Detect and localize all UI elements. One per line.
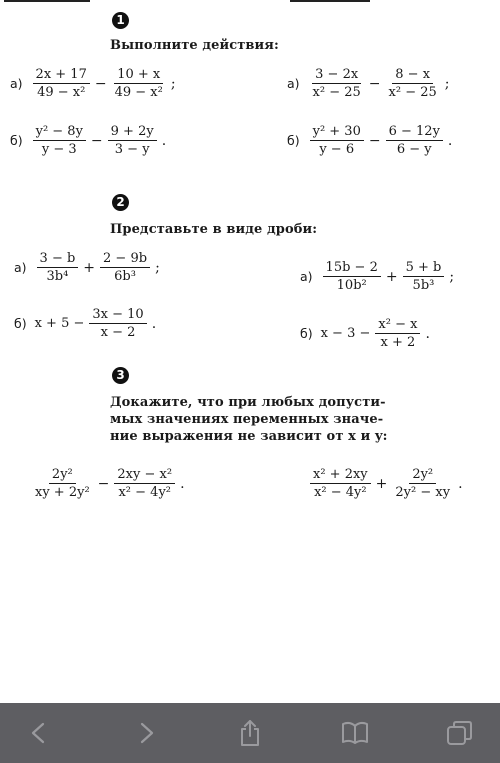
bookmarks-button[interactable] (339, 717, 371, 749)
task-3-heading: Докажите, что при любых допусти- мых значениях переменных значе- ние выражения не зависит от x и y: (110, 395, 388, 444)
task-number-3: 3 (112, 367, 129, 384)
task-1b-left: б) $\frac{\text{y² − 8y}}{y - 3}$ − $\frac{9 + 2y}{3 - y}$ . (10, 124, 167, 157)
top-rule-left (4, 0, 90, 2)
task-1a-left: а) $\frac{2x + 17}{\text{49 − x²}}$ − $\frac{10 + x}{\text{49 − x²}}$ ; (10, 67, 176, 100)
task-1-heading: Выполните действия: (110, 38, 279, 53)
task-2b-right: б) x − 3 − $\frac{\text{x² − x}}{x + 2}$ . (300, 317, 430, 350)
forward-icon (136, 722, 156, 744)
back-icon (29, 722, 49, 744)
task-2b-left: б) x + 5 − $\frac{3x - 10}{x - 2}$ . (14, 307, 157, 340)
forward-button[interactable] (130, 717, 162, 749)
tabs-icon (446, 719, 474, 747)
task-3-right-expression: $\frac{\text{x² + 2xy}}{\text{x² − 4y²}}$ + $\frac{\text{2y²}}{\text{2y² − xy}}$ . (308, 466, 463, 501)
task-2a-right: а) $\frac{15b - 2}{\text{10b²}}$ + $\frac{5 + b}{\text{5b³}}$ ; (300, 260, 455, 293)
book-icon (341, 721, 369, 745)
back-button[interactable] (23, 717, 55, 749)
task-number-2: 2 (112, 194, 129, 211)
task-1a-right: а) $\frac{3 - 2x}{\text{x² − 25}}$ − $\frac{8 - x}{\text{x² − 25}}$ ; (287, 67, 450, 100)
share-icon (238, 719, 262, 747)
task-number-1: 1 (112, 12, 129, 29)
task-2-heading: Представьте в виде дроби: (110, 222, 318, 237)
top-rule-right (290, 0, 370, 2)
share-button[interactable] (234, 717, 266, 749)
task-1b-right: б) $\frac{\text{y² + 30}}{y - 6}$ − $\frac{6 - 12y}{6 - y}$ . (287, 124, 453, 157)
browser-toolbar (0, 703, 500, 763)
tabs-button[interactable] (444, 717, 476, 749)
task-3-left-expression: $\frac{\text{2y²}}{\text{xy + 2y²}}$ − $\frac{\text{2xy − x²}}{\text{x² − 4y²}}$ . (35, 467, 185, 500)
task-2a-left: а) $\frac{3 - b}{\text{3b⁴}}$ + $\frac{2 - 9b}{\text{6b³}}$ ; (14, 251, 160, 284)
